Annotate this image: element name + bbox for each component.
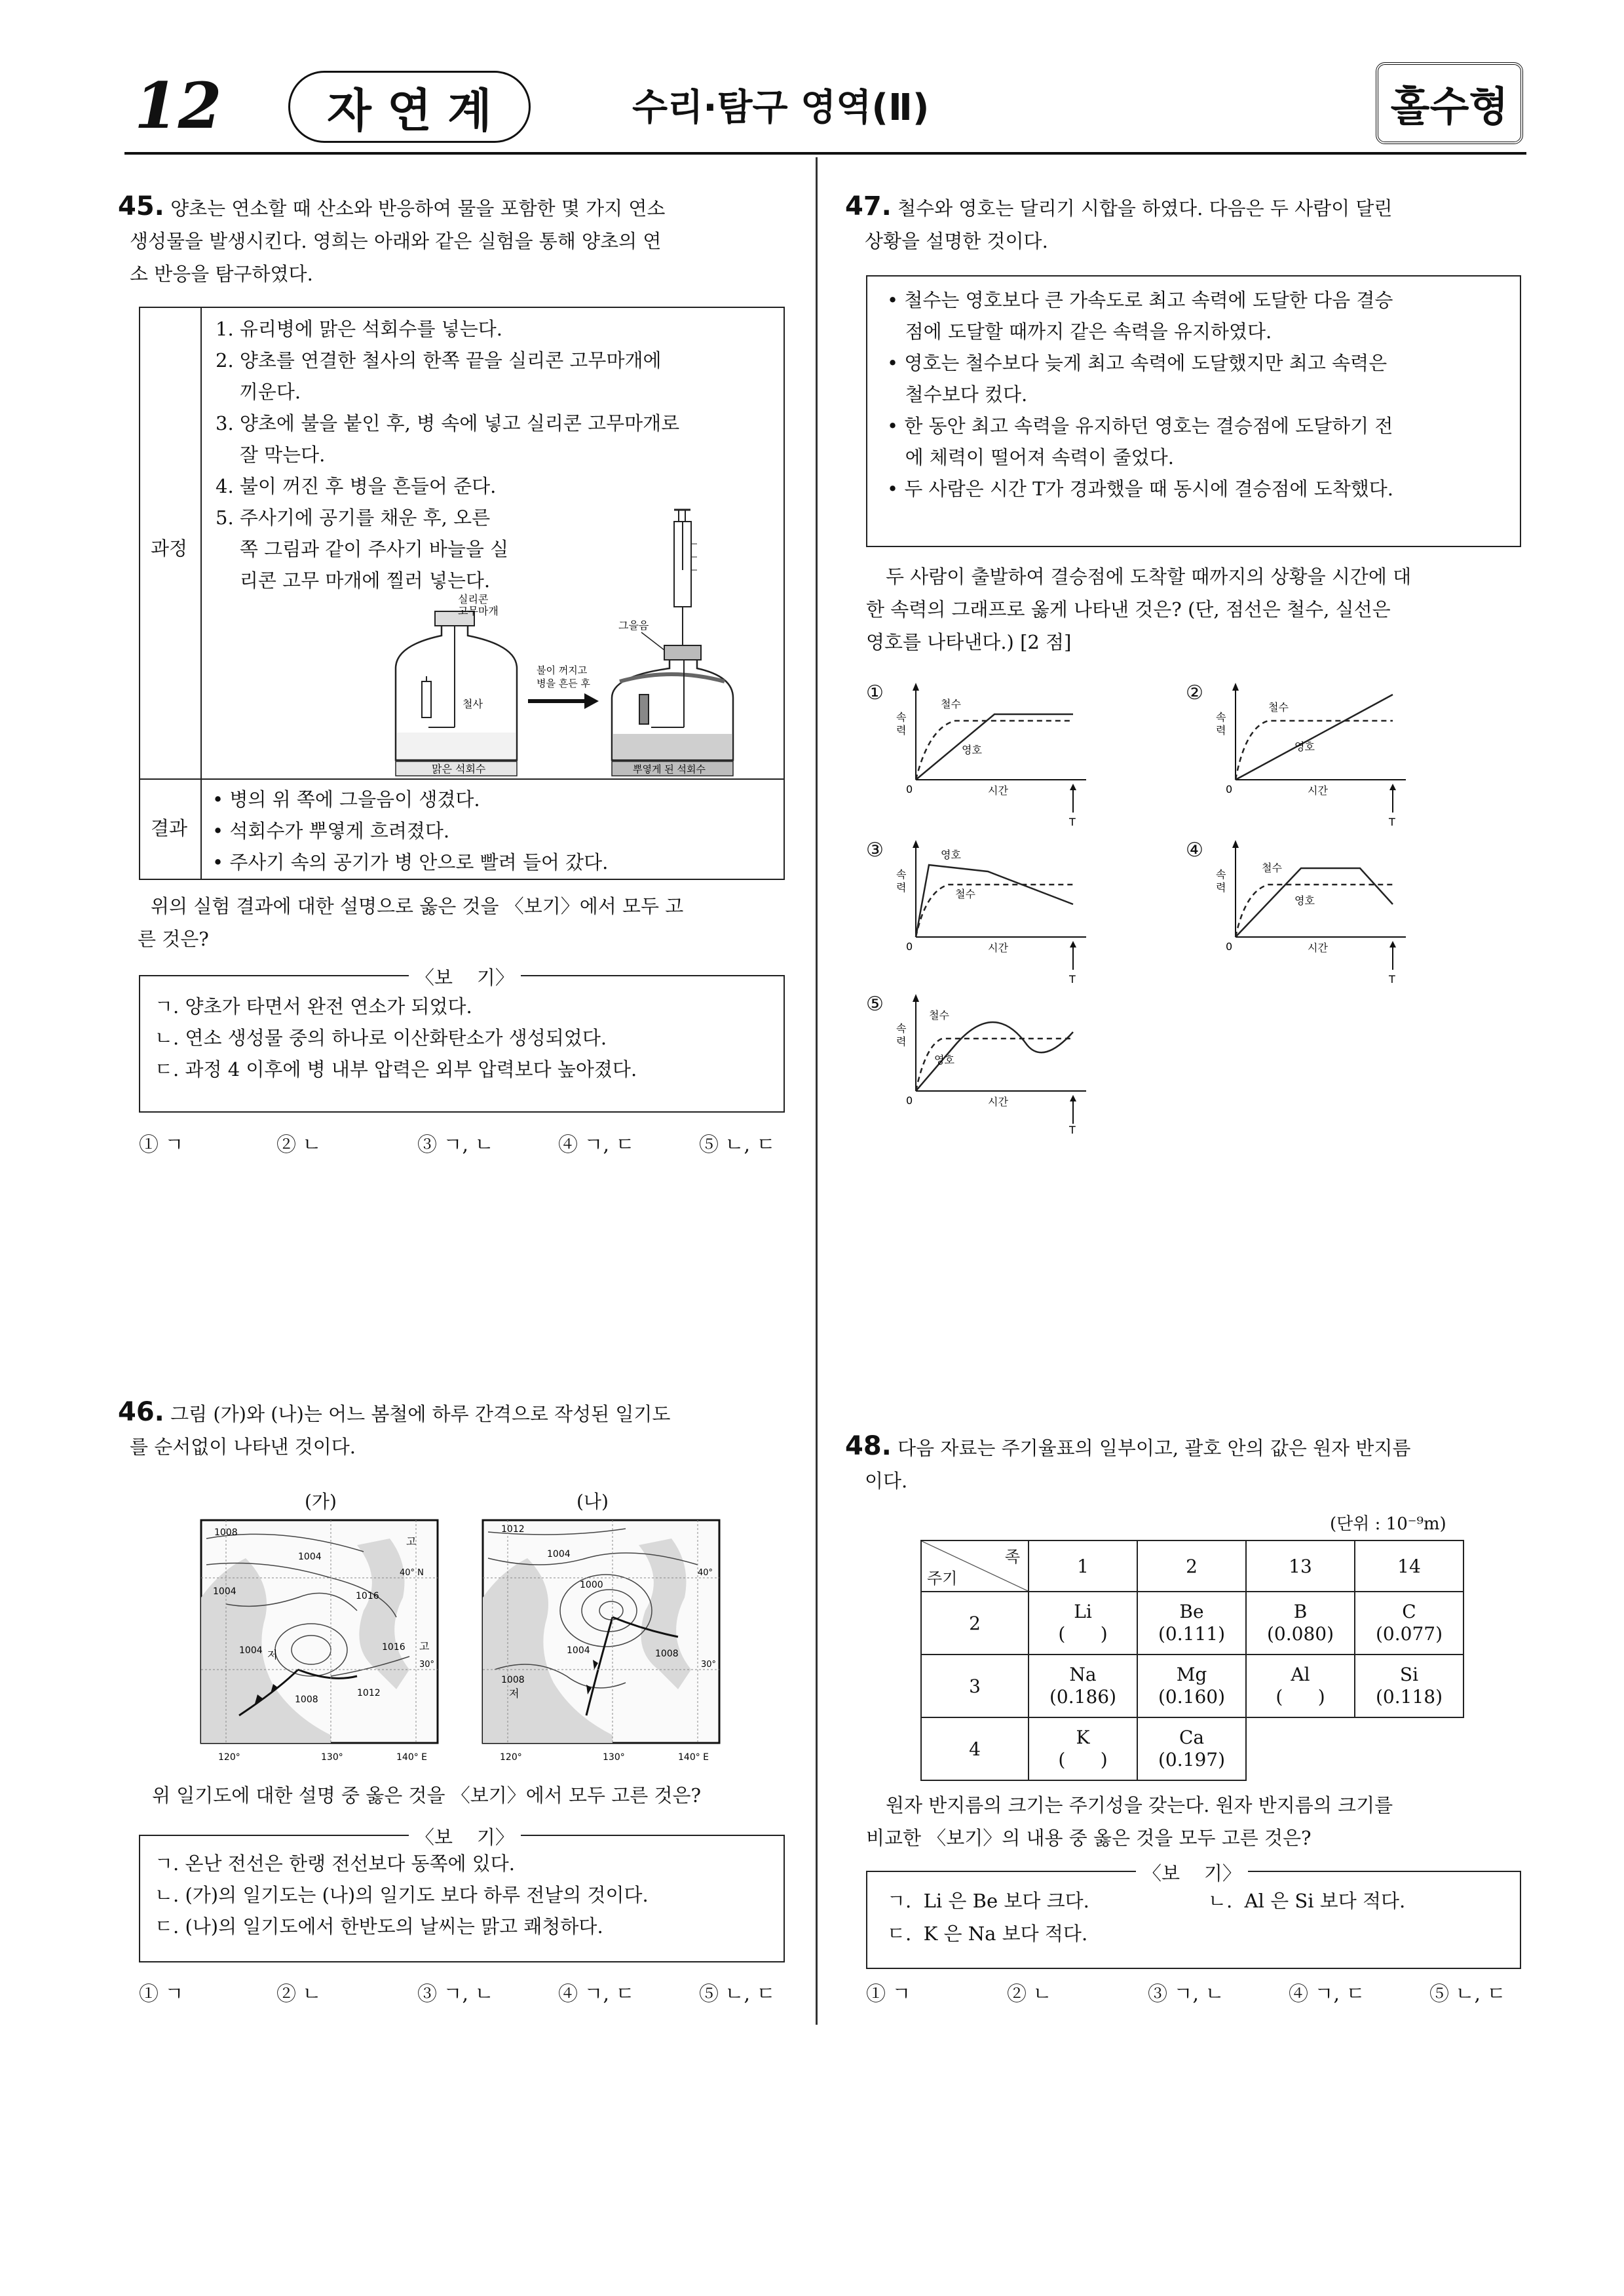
element-text: ( ): [1058, 1623, 1108, 1645]
stopper-label: 실리콘: [458, 593, 489, 605]
q48-options: [866, 1978, 1521, 2004]
periodic-table-grid: [920, 1540, 1464, 1781]
graph-label: 0: [1226, 783, 1233, 795]
q45-question-line: 른 것은?: [138, 928, 209, 950]
graph-option-5[interactable]: ⑤: [866, 993, 884, 1016]
low-pressure-label: 저: [509, 1687, 519, 1700]
graph-label: 력: [896, 1035, 907, 1048]
element-text: Al: [1291, 1664, 1310, 1685]
q45-experiment-table: [139, 307, 785, 880]
situation-item: • 영호는 철수보다 늦게 최고 속력에 도달했지만 최고 속력은: [887, 352, 1388, 374]
speed-graph-5: [890, 993, 1099, 1137]
element-text: Li: [1074, 1601, 1092, 1622]
q45-number: 45.: [118, 191, 164, 221]
weather-map-a: [200, 1519, 439, 1768]
element-text: Ca: [1179, 1727, 1205, 1748]
isobar-label: 1012: [357, 1688, 381, 1698]
graph-label: T: [1069, 973, 1076, 985]
procedure-step: 끼운다.: [216, 381, 301, 403]
graph-label: 철수: [929, 1009, 949, 1022]
isobar-label: 1000: [580, 1580, 603, 1590]
answer-option[interactable]: ② ㄴ: [1007, 1983, 1052, 2006]
header-rule: [124, 152, 1526, 155]
result-item: • 병의 위 쪽에 그을음이 생겼다.: [212, 788, 480, 811]
graph-label: 시간: [988, 1096, 1008, 1108]
situation-item: 점에 도달할 때까지 같은 속력을 유지하였다.: [887, 320, 1272, 343]
group-header: 2: [1137, 1540, 1246, 1592]
element-text: Na: [1069, 1664, 1097, 1685]
graph-label: 속: [896, 711, 907, 723]
column-divider: [816, 157, 818, 2025]
periodic-table: [920, 1540, 1464, 1781]
map-a-label: (가): [305, 1491, 337, 1512]
longitude-label: 120°: [500, 1752, 522, 1763]
isobar-label: 1004: [547, 1549, 571, 1559]
q46-stem-line: 를 순서없이 나타낸 것이다.: [130, 1436, 356, 1458]
element-cell: [1355, 1655, 1463, 1717]
empty-cell: [1246, 1717, 1355, 1780]
milky-limewater-label: 뿌옇게 된 석회수: [633, 763, 706, 775]
bogi-item: ㄴ. (가)의 일기도는 (나)의 일기도 보다 하루 전날의 것이다.: [155, 1884, 649, 1906]
form-label: 홀수형: [1390, 83, 1509, 130]
answer-option[interactable]: ② ㄴ: [276, 1983, 322, 2006]
speed-graph-4: [1209, 839, 1419, 985]
period-header: 3: [921, 1655, 1029, 1717]
graph-label: 영호: [962, 744, 982, 756]
situation-item: 철수보다 컸다.: [887, 383, 1028, 406]
result-list: [212, 784, 776, 878]
graph-label: 시간: [988, 784, 1008, 797]
syringe-icon: [674, 510, 697, 645]
element-cell: [1246, 1655, 1355, 1717]
graph-option-3[interactable]: ③: [866, 839, 884, 862]
isobar-label: 1016: [356, 1591, 379, 1601]
element-text: C: [1402, 1601, 1416, 1622]
speed-graph-1: [890, 681, 1099, 828]
q45-stem-line: 생성물을 발생시킨다. 영희는 아래와 같은 실험을 통해 양초의 연: [130, 230, 662, 252]
stopper-label: 고무마개: [458, 605, 499, 617]
longitude-label: 130°: [603, 1752, 625, 1763]
corner-period-label: 주기: [927, 1569, 958, 1588]
q45-bogi-box: [139, 966, 785, 1113]
answer-option[interactable]: ⑤ ㄴ, ㄷ: [699, 1134, 776, 1157]
speed-graph-3: [890, 839, 1099, 985]
graph-label: 영호: [1294, 894, 1315, 907]
q48-question: [866, 1789, 1528, 1854]
result-item: • 주사기 속의 공기가 병 안으로 빨려 들어 갔다.: [212, 851, 609, 873]
result-item: • 석회수가 뿌옇게 흐려졌다.: [212, 820, 450, 842]
element-text: B: [1293, 1601, 1308, 1622]
isobar-label: 1004: [213, 1586, 236, 1597]
graph-label: 철수: [1262, 862, 1282, 874]
graph-label: 력: [896, 724, 907, 737]
bogi-item: ㄱ. 온난 전선은 한랭 전선보다 동쪽에 있다.: [155, 1852, 515, 1875]
procedure-step: 4. 불이 꺼진 후 병을 흔들어 준다.: [216, 475, 497, 497]
q45-question-line: 위의 실험 결과에 대한 설명으로 옳은 것을 〈보기〉에서 모두 고: [151, 895, 684, 917]
period-header: 4: [921, 1717, 1029, 1780]
arrow-label: 불이 꺼지고: [537, 664, 588, 676]
graph-label: 속: [896, 868, 907, 881]
q45-table-row-divider: [140, 778, 784, 780]
limewater-label: 맑은 석회수: [432, 763, 486, 775]
element-text: Be: [1179, 1601, 1204, 1622]
latitude-label: 40° N: [400, 1568, 424, 1578]
subject-title: 수리·탐구 영역(Ⅱ): [632, 86, 930, 129]
soot-label: 그을음: [618, 619, 649, 632]
q45-options: [139, 1128, 787, 1155]
map-b-label: (나): [576, 1491, 609, 1512]
low-pressure-label: 저: [267, 1649, 278, 1661]
answer-option[interactable]: ⑤ ㄴ, ㄷ: [1429, 1983, 1506, 2006]
graph-label: T: [1389, 816, 1395, 828]
latitude-label: 40°: [698, 1568, 713, 1578]
situation-item: 에 체력이 떨어져 속력이 줄었다.: [887, 446, 1174, 469]
answer-option[interactable]: ① ㄱ: [866, 1983, 911, 2006]
graph-label: 0: [906, 1094, 913, 1107]
q46-number: 46.: [118, 1397, 164, 1427]
q47-question: [866, 560, 1528, 659]
element-cell: [1029, 1655, 1137, 1717]
bogi-item: ㄷ. K 은 Na 보다 적다.: [887, 1923, 1088, 1945]
procedure-step: 잘 막는다.: [216, 444, 326, 466]
question-47: [845, 190, 1526, 258]
element-cell: [1355, 1592, 1463, 1655]
element-text: (0.118): [1375, 1686, 1443, 1708]
longitude-label: 120°: [218, 1752, 240, 1763]
graph-label: 속: [896, 1022, 907, 1035]
bottle-after: [612, 645, 733, 776]
table-corner: [921, 1540, 1029, 1592]
question-45: [118, 190, 793, 290]
element-text: (0.111): [1158, 1623, 1225, 1645]
graph-label: T: [1389, 973, 1395, 985]
element-cell: [1246, 1592, 1355, 1655]
group-header: 1: [1029, 1540, 1137, 1592]
answer-option[interactable]: ① ㄱ: [139, 1134, 184, 1157]
answer-option[interactable]: ④ ㄱ, ㄷ: [558, 1983, 635, 2006]
q48-stem-line: 다음 자료는 주기율표의 일부이고, 괄호 안의 값은 원자 반지름: [897, 1437, 1411, 1459]
q45-stem-line: 양초는 연소할 때 산소와 반응하여 물을 포함한 몇 가지 연소: [170, 197, 666, 220]
answer-option[interactable]: ③ ㄱ, ㄴ: [1148, 1983, 1224, 2006]
latitude-label: 30°: [419, 1660, 435, 1670]
element-cell: [1029, 1592, 1137, 1655]
isobar-label: 1016: [382, 1642, 406, 1653]
q46-options: [139, 1978, 787, 2004]
weather-map-b: [482, 1519, 721, 1768]
graph-label: 시간: [1308, 942, 1328, 954]
element-text: (0.160): [1158, 1686, 1225, 1708]
bogi-item: ㄷ. (나)의 일기도에서 한반도의 날씨는 맑고 쾌청하다.: [155, 1915, 603, 1938]
procedure-step: 3. 양초에 불을 붙인 후, 병 속에 넣고 실리콘 고무마개로: [216, 412, 680, 434]
element-cell: [1137, 1717, 1246, 1780]
answer-option[interactable]: ④ ㄱ, ㄷ: [558, 1134, 635, 1157]
isobar-label: 1012: [501, 1524, 525, 1535]
form-badge: [1376, 62, 1523, 144]
element-cell: [1137, 1592, 1246, 1655]
element-cell: [1029, 1717, 1137, 1780]
answer-option[interactable]: ⑤ ㄴ, ㄷ: [699, 1983, 776, 2006]
graph-label: 철수: [1268, 701, 1289, 714]
experiment-figure: [376, 505, 743, 776]
isobar-label: 1008: [214, 1527, 238, 1538]
element-text: ( ): [1275, 1686, 1325, 1708]
graph-label: 력: [1216, 724, 1226, 737]
element-text: Si: [1399, 1664, 1419, 1685]
element-text: (0.077): [1375, 1623, 1443, 1645]
isobar-label: 1004: [567, 1645, 590, 1656]
q48-bogi-box: [866, 1862, 1521, 1969]
answer-option[interactable]: ③ ㄱ, ㄴ: [417, 1983, 494, 2006]
graph-label: 영호: [934, 1054, 954, 1066]
graph-label: 영호: [941, 849, 961, 861]
isobar-label: 1004: [298, 1552, 322, 1562]
result-label: 결과: [151, 817, 188, 839]
track-badge: [288, 71, 531, 143]
procedure-step: 1. 유리병에 맑은 석회수를 넣는다.: [216, 318, 502, 340]
graph-label: 영호: [1294, 740, 1315, 753]
latitude-label: 30°: [701, 1660, 717, 1670]
graph-label: 0: [1226, 940, 1233, 953]
table-unit: (단위 : 10⁻⁹m): [1330, 1514, 1446, 1534]
isobar-label: 1008: [501, 1675, 525, 1685]
wire-label: 철사: [463, 698, 483, 710]
isobar-label: 1008: [655, 1649, 679, 1659]
graph-label: 0: [906, 940, 913, 953]
group-header: 13: [1246, 1540, 1355, 1592]
bogi-item: ㄷ. 과정 4 이후에 병 내부 압력은 외부 압력보다 높아졌다.: [155, 1058, 637, 1081]
graph-label: 0: [906, 783, 913, 795]
element-cell: [1137, 1655, 1246, 1717]
q46-question: 위 일기도에 대한 설명 중 옳은 것을 〈보기〉에서 모두 고른 것은?: [152, 1784, 702, 1807]
high-pressure-label: 고: [419, 1640, 430, 1653]
question-46: [118, 1396, 793, 1463]
speed-graph-2: [1209, 681, 1419, 828]
empty-cell: [1355, 1717, 1463, 1780]
graph-label: 시간: [988, 942, 1008, 954]
isobar-label: 1004: [239, 1645, 263, 1656]
page-number: 12: [134, 69, 222, 143]
situation-item: • 철수는 영호보다 큰 가속도로 최고 속력에 도달한 다음 결승: [887, 289, 1393, 311]
arrow-label: 병을 흔든 후: [537, 678, 590, 689]
arrow-icon: [528, 693, 599, 709]
q47-question-line: 영호를 나타낸다.) [2 점]: [866, 631, 1072, 653]
procedure-step: 쪽 그림과 같이 주사기 바늘을 실: [216, 538, 509, 560]
question-48: [845, 1430, 1526, 1497]
element-text: K: [1076, 1727, 1090, 1748]
corner-group-label: 족: [1004, 1548, 1020, 1566]
q48-question-line: 비교한 〈보기〉의 내용 중 옳은 것을 모두 고른 것은?: [866, 1827, 1312, 1849]
period-header: 2: [921, 1592, 1029, 1655]
bogi-item: ㄱ. Li 은 Be 보다 크다.: [887, 1890, 1089, 1912]
graph-label: 력: [896, 881, 907, 894]
situation-item: • 두 사람은 시간 T가 경과했을 때 동시에 결승점에 도착했다.: [887, 478, 1393, 500]
q47-stem-line: 상황을 설명한 것이다.: [865, 230, 1048, 252]
q47-question-line: 한 속력의 그래프로 옳게 나타낸 것은? (단, 점선은 철수, 실선은: [866, 598, 1391, 621]
bogi-item: ㄱ. 양초가 타면서 완전 연소가 되었다.: [155, 995, 472, 1018]
q48-number: 48.: [845, 1431, 892, 1461]
graph-option-1[interactable]: ①: [866, 681, 884, 704]
graph-option-2[interactable]: ②: [1186, 681, 1203, 704]
situation-item: • 한 동안 최고 속력을 유지하던 영호는 결승점에 도달하기 전: [887, 415, 1393, 437]
graph-label: 철수: [941, 698, 961, 710]
group-header: 14: [1355, 1540, 1463, 1592]
answer-option[interactable]: ① ㄱ: [139, 1983, 184, 2006]
q47-situation-box: [866, 275, 1521, 547]
procedure-step: 5. 주사기에 공기를 채운 후, 오른: [216, 507, 491, 529]
high-pressure-label: 고: [406, 1535, 417, 1548]
q45-table-col-divider: [200, 308, 202, 879]
element-text: (0.186): [1049, 1686, 1116, 1708]
graph-label: 시간: [1308, 784, 1328, 797]
q48-question-line: 원자 반지름의 크기는 주기성을 갖는다. 원자 반지름의 크기를: [886, 1794, 1393, 1816]
longitude-label: 140° E: [396, 1752, 428, 1763]
bottle-before: [396, 611, 517, 776]
answer-option[interactable]: ④ ㄱ, ㄷ: [1289, 1983, 1365, 2006]
answer-option[interactable]: ③ ㄱ, ㄴ: [417, 1134, 494, 1157]
q46-stem-line: 그림 (가)와 (나)는 어느 봄철에 하루 간격으로 작성된 일기도: [170, 1403, 671, 1425]
graph-option-4[interactable]: ④: [1186, 839, 1203, 862]
graph-label: 속: [1216, 868, 1226, 881]
graph-label: 력: [1216, 881, 1226, 894]
element-text: (0.197): [1158, 1749, 1225, 1770]
procedure-step: 2. 양초를 연결한 철사의 한쪽 끝을 실리콘 고무마개에: [216, 349, 662, 372]
bogi-item: ㄴ. Al 은 Si 보다 적다.: [1208, 1890, 1406, 1912]
q47-number: 47.: [845, 191, 892, 221]
longitude-label: 140° E: [678, 1752, 709, 1763]
q47-question-line: 두 사람이 출발하여 결승점에 도착할 때까지의 상황을 시간에 대: [886, 565, 1412, 588]
element-text: (0.080): [1266, 1623, 1334, 1645]
q48-bogi-title: 〈보 기〉: [1136, 1859, 1248, 1886]
answer-option[interactable]: ② ㄴ: [276, 1134, 322, 1157]
track-label: 자 연 계: [327, 83, 492, 138]
isobar-label: 1008: [295, 1694, 318, 1705]
element-text: ( ): [1058, 1749, 1108, 1770]
element-text: Mg: [1176, 1664, 1207, 1685]
q45-stem-line: 소 반응을 탐구하였다.: [130, 263, 313, 285]
graph-label: 속: [1216, 711, 1226, 723]
q45-bogi-title: 〈보 기〉: [409, 963, 521, 990]
q46-bogi-box: [139, 1826, 785, 1962]
graph-label: T: [1069, 816, 1076, 828]
q47-stem-line: 철수와 영호는 달리기 시합을 하였다. 다음은 두 사람이 달린: [897, 197, 1393, 220]
graph-label: T: [1069, 1124, 1076, 1136]
q45-question: [138, 890, 793, 955]
longitude-label: 130°: [321, 1752, 343, 1763]
bogi-item: ㄴ. 연소 생성물 중의 하나로 이산화탄소가 생성되었다.: [155, 1027, 607, 1049]
graph-label: 철수: [955, 888, 975, 900]
q48-stem-line: 이다.: [865, 1470, 908, 1492]
procedure-step: 리콘 고무 마개에 찔러 넣는다.: [216, 569, 491, 592]
procedure-label: 과정: [151, 537, 188, 560]
q46-bogi-title: 〈보 기〉: [409, 1823, 521, 1850]
